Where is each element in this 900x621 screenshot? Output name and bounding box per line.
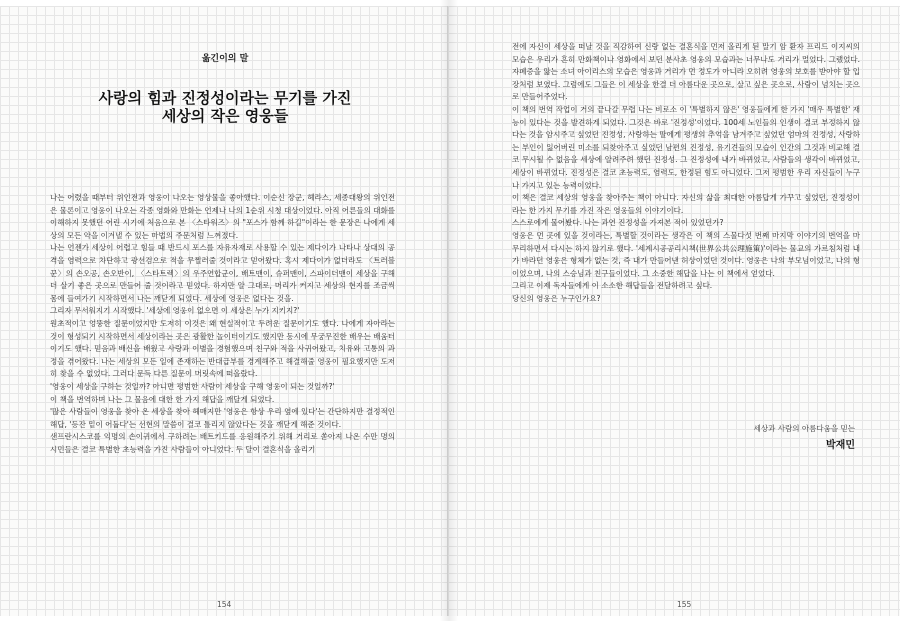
paragraph: 샌프란시스코를 익명의 손이귀에서 구하려는 배트키드를 응원해주기 위해 거리로 쏟아져 나온 수만 명의 시민들은 결코 특별한 초능력을 가진 사람들이 아니었다. 두 달이 결혼식을 올리기: [50, 432, 395, 454]
paragraph: 그리자 무서워지기 시작했다. '세상에 영웅이 없으면 이 세상은 누가 지키지?': [50, 306, 300, 316]
paragraph: 나는 어렸을 때부터 위인전과 영웅이 나오는 영상물을 좋아했다. 이순신 장군, 헤라스, 세종대왕의 위인전은 물론이고 영웅이 나오는 각종 영화와 만화는 언제나 나의 1순위 시청 대상이었다. 아직 어른들의 대화를 이해하지 못했던 어린 시기에 처음으로 본 〈스타워즈〉의 "포스가 함께 하길"이라는 한 문장은 나에게 세상의 모든 악을 이겨낼 수 있는 마법의 주문처럼 느껴졌다.: [50, 193, 395, 240]
paragraph: 원초적이고 엉뚱한 질문이었지만 도저히 이것은 왜 현실적이고 두려운 질문이기도 했다. 나에게 자아라는 것이 형성되기 시작하면서 세상이라는 곳은 광활한 놀이터이기도 했지만 동시에 무궁무진한 배우는 배움터이기도 했다. 믿음과 배신을 배웠고 사랑과 이별을 경험했으며 친구와 적을 사귀어왔고, 치유와 고통의 과정을 겪어왔다. 나는 세상의 모든 일에 존재하는 반대급부를 경계해주고 해결해줄 영웅이 필요했지만 도저히 찾을 수 없었다. 그러다 문득 다른 질문이 머릿속에 떠올랐다.: [50, 318, 396, 379]
page-number-right: 155: [677, 600, 692, 609]
paragraph: 이 책을 번역하며 나는 그 물음에 대한 한 가지 해답을 깨달게 되었다.: [50, 394, 275, 404]
paragraph: 전에 자신이 세상을 떠날 것을 직감하여 신랑 없는 결혼식을 먼저 올리게 된 말기 암 환자 프리드 이지씨의 모습은 우리가 흔히 만화책이나 영화에서 보던 분사초 영웅의 모습과는 너무나도 거리가 멀었다. 그랬었다. 자폐증을 앓는 소녀 아이리스의 모습은 영웅과 거리가 먼 정도가 아니라 오히려 영웅의 보호를 받아야 할 입장처럼 보였다. 그럼에도 그들은 이 세상을 한결 더 아름다운 곳으로, 살고 싶은 곳으로, 사람이 넘치는 곳으로 만들어주었다.: [512, 42, 860, 102]
translator-subtitle: 세상과 사람의 아름다움을 믿는: [753, 424, 855, 433]
paragraph: 이 책의 번역 작업이 거의 끝나갈 무렵 나는 비로소 이 '특별하지 않은' 영웅들에게 한 가지 '매우 특별한' 재능이 있다는 것을 발견하게 되었다. 그것은 바로 '진정성'이었다. 100세 노인들의 인생이 결코 부정하지 않다는 것을 암시주고 싶었던 진정성, 사랑하는 딸에게 평생의 추억을 남겨주고 싶었던 엄마의 진정성, 사랑하는 부인이 잃어버린 미소를 되찾아주고 싶었던 남편의 진정성, 유기견들의 모습이 인간의 그것과 비교해 결코 무시될 수 없음을 세상에 알려주려 했던 진정성. 그 진정성에 내가 바뀌었고, 사람들의 생각이 바뀌었고, 세상이 바뀌었다. 진정성은 결코 초능력도, 염력도, 한정된 힘도 아니었다. 그저 평범한 우리 자신들이 누구나 가지고 있는 능력이었다.: [512, 104, 860, 190]
paragraph: 나는 언젠가 세상이 어렵고 힘들 때 반드시 포스를 자유자재로 사용할 수 있는 제다이가 나타나 상대의 공격을 염력으로 차단하고 광선검으로 적을 무찔러줄 것이라고 믿어왔다. 혹시 제다이가 없더라도 〈트러블꾼〉의 손오공, 손오반이, 〈스타트렉〉의 우주연합군이, 배트맨이, 슈퍼맨이, 스파이더맨이 세상을 구해 더 살기 좋은 곳으로 만들어 줄 것이라고 믿었다. 하지만 알 그대로, 머리가 커지고 세상의 현지를 조금씩 몸에 들여가기 시작하면서 나는 깨닫게 되었다. 세상에 영웅은 없다는 것을.: [50, 243, 395, 303]
title-line-1: 사랑의 힘과 진정성이라는 무기를 가진: [98, 89, 352, 107]
title-line-2: 세상의 작은 영웅들: [161, 107, 289, 125]
paragraph: 스스로에게 물어봤다. 나는 과연 진정성을 가져본 적이 있었던가?: [512, 218, 724, 228]
paragraph: 그리고 이제 독자들에게 이 소소한 해답들을 전달하려고 싶다.: [512, 281, 713, 291]
paragraph: '영웅이 세상을 구하는 것일까? 아니면 평범한 사람이 세상을 구해 영웅이 되는 것일까?': [50, 381, 335, 391]
left-page: [0, 6, 448, 616]
paragraph: 이 책은 결코 세상의 영웅을 찾아주는 책이 아니다. 자신의 삶을 최대한 아름답게 가꾸고 싶었던, 진정성이라는 한 가지 무기를 가진 작은 영웅들의 이야기이다.: [512, 193, 860, 215]
section-label: 옮긴이의 말: [201, 54, 249, 64]
paragraph: 당신의 영웅은 누구인가요?: [512, 293, 601, 303]
translator-name: 박재민: [826, 440, 855, 451]
right-body-text: [512, 41, 860, 305]
paragraph: 영웅은 먼 곳에 있을 것이라는, 특별할 것이라는 생각은 이 책의 스물다섯 번째 마지막 이야기의 번역을 마무리하면서 다시는 하지 않기로 했다. '세계시공공리시책(世界公共公理施策)'이라는 물교의 가르침처럼 내가 바라던 영웅은 형체가 없는 것, 즉 내가 만들어낸 허상이었던 것이다. 영웅은 나의 부모님이었고, 나의 형이었으며, 나의 스승님과 친구들이었다. 그 소중한 해답을 나는 이 책에서 얻었다.: [512, 230, 860, 278]
page-number-left: 154: [217, 600, 232, 609]
book-gutter: [440, 0, 458, 621]
left-body-text: [50, 192, 395, 456]
paragraph: '많은 사람들이 영웅을 찾아 온 세상을 찾아 헤매지만 '영웅은 항상 우리 옆에 있다'는 간단하지만 결정적인 해답, '등잔 밑이 어둡다'는 선현의 말씀이 결코 틀리지 않았다는 것을 깨닫게 해준 것이다.: [50, 407, 395, 429]
